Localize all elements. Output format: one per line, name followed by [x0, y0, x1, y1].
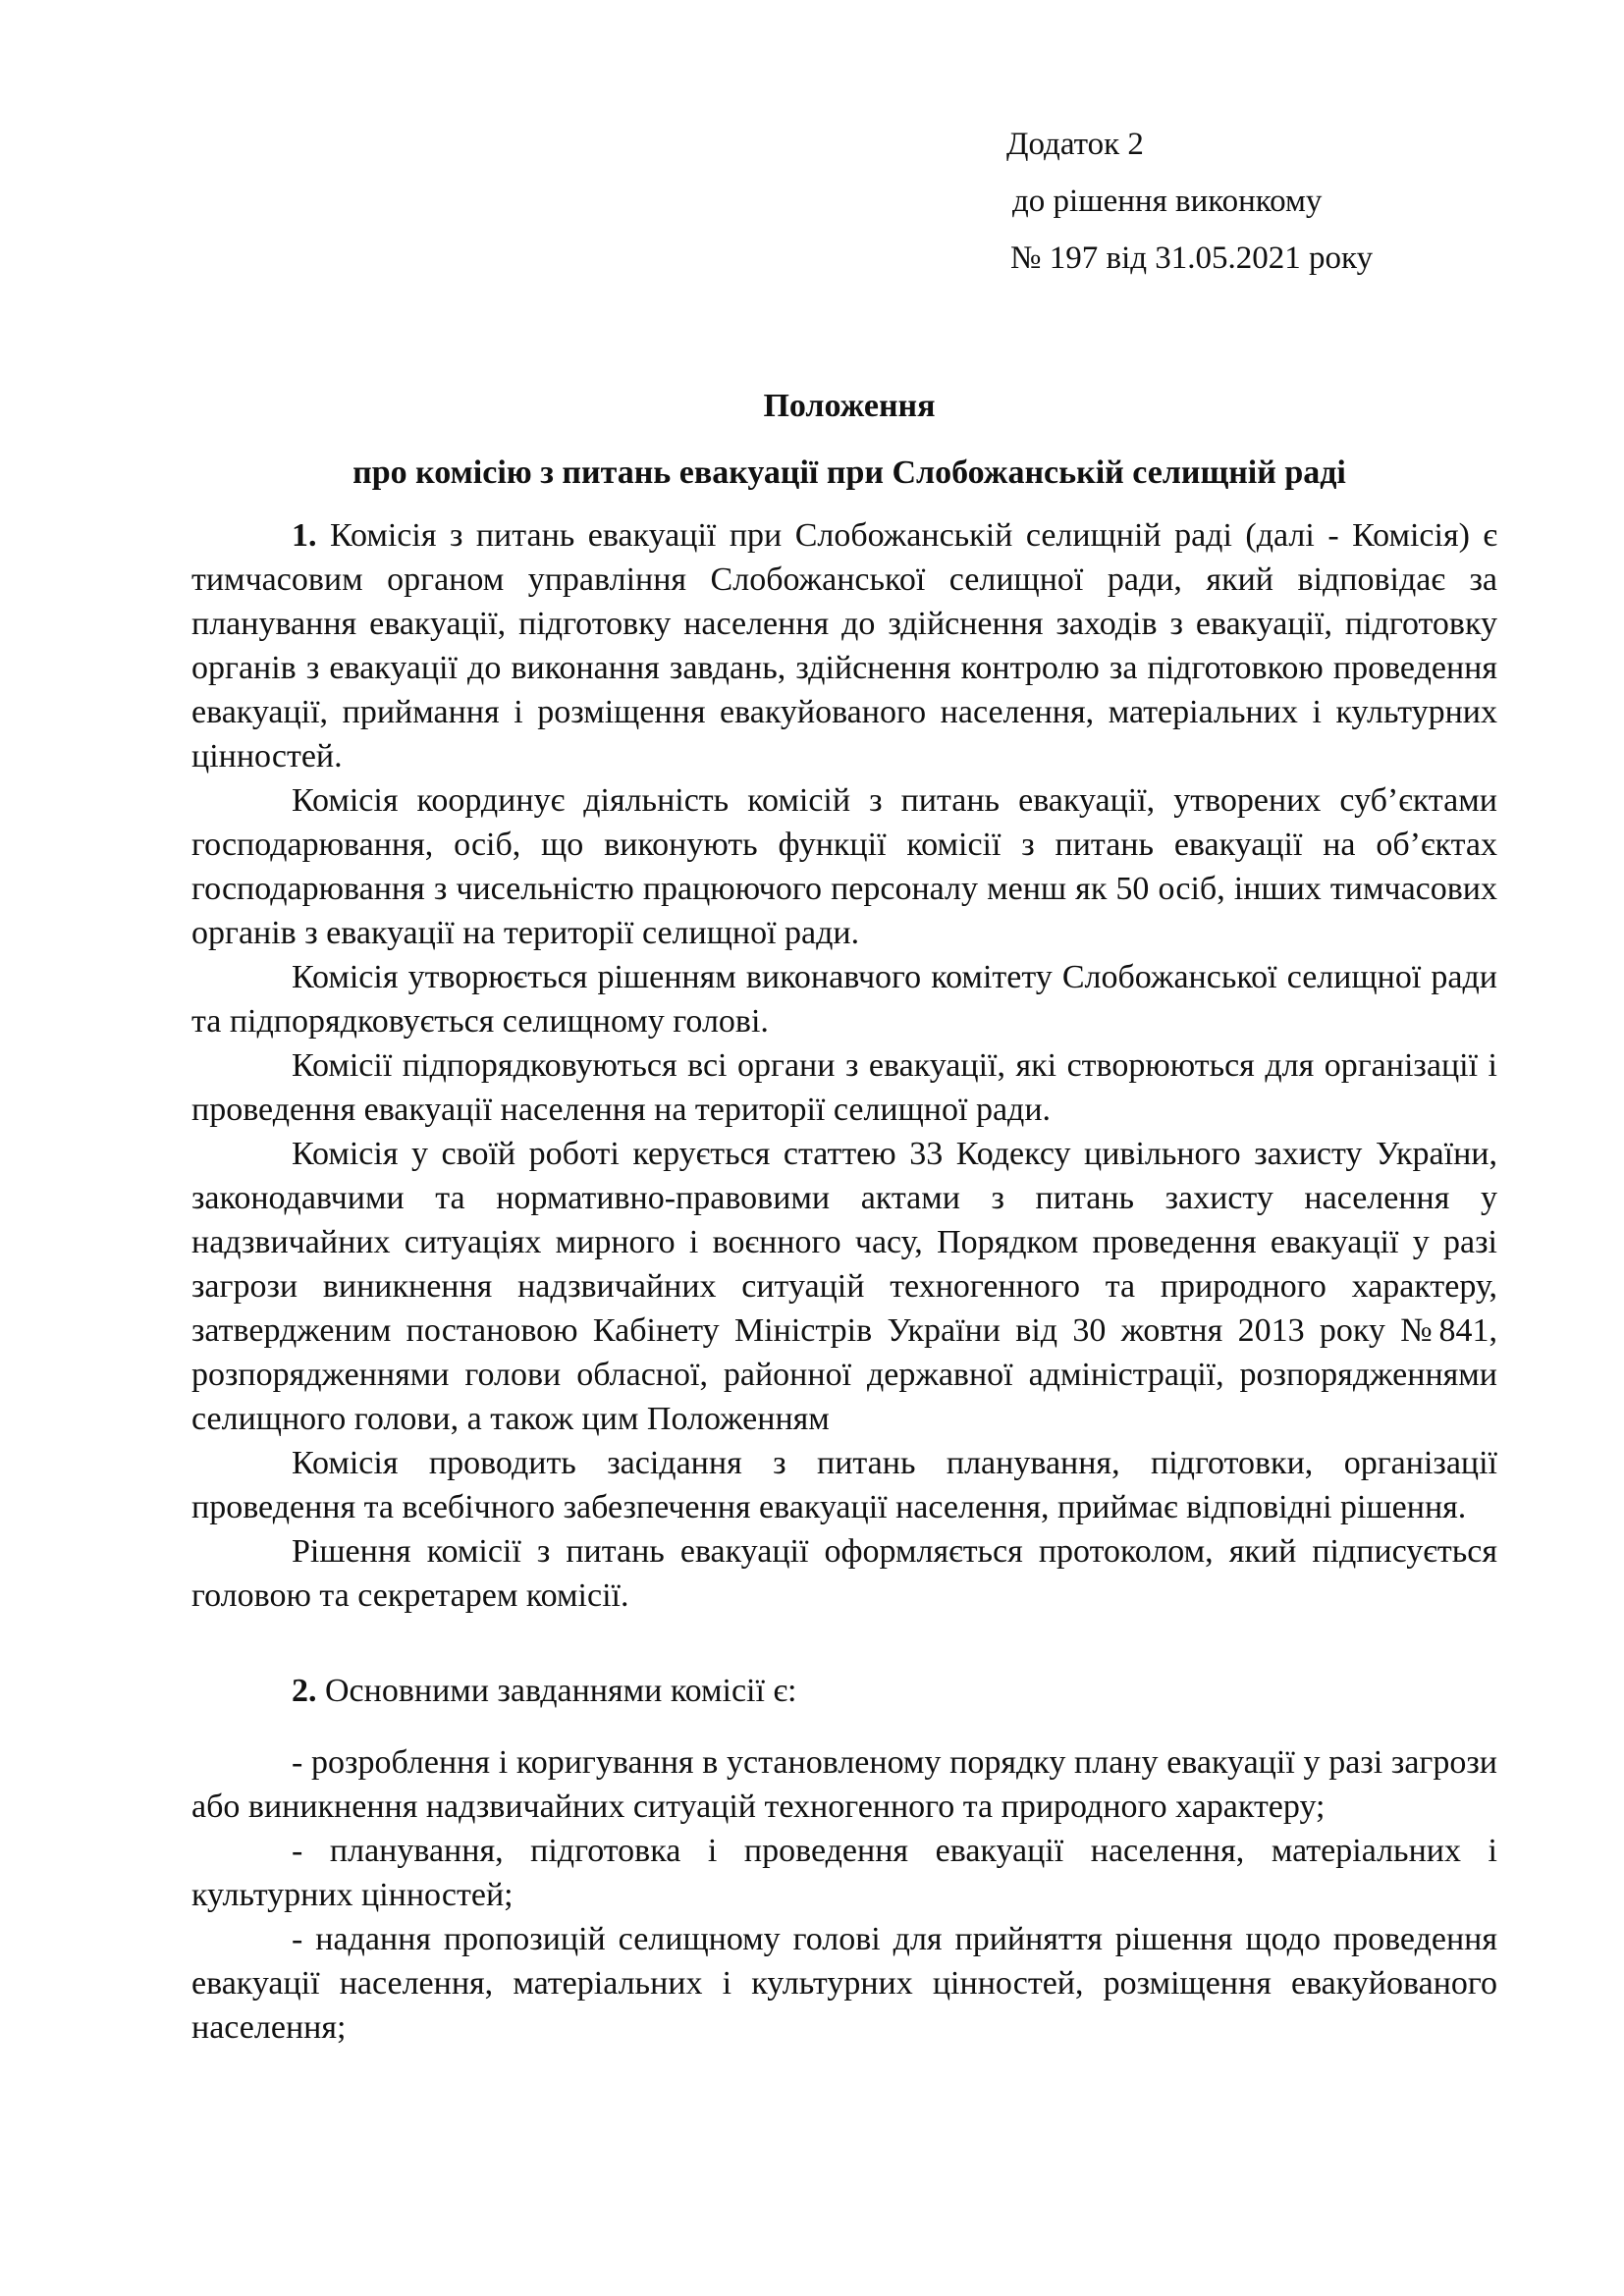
document-subtitle: про комісію з питань евакуації при Слобожанській селищній раді: [352, 454, 1346, 491]
appendix-line-1: Додаток 2: [1006, 127, 1144, 162]
section-2-heading: [191, 1669, 1497, 1713]
document-body: [191, 513, 1497, 2050]
document-title: Положення: [763, 388, 936, 424]
section-1-paragraph: Комісія проводить засідання з питань планування, підготовки, організації проведення та всебічного забезпечення евакуації населення, приймає відповідні рішення.: [191, 1445, 1497, 1525]
task-item: - надання пропозицій селищному голові для прийняття рішення щодо проведення евакуації населення, матеріальних і культурних цінностей, розміщення евакуйованого населення;: [191, 1921, 1497, 2046]
appendix-block: [1006, 116, 1373, 287]
section-1-paragraph: Рішення комісії з питань евакуації оформляється протоколом, який підписується головою та секретарем комісії.: [191, 1533, 1497, 1614]
section-2-heading-text: Основними завданнями комісії є:: [325, 1673, 797, 1709]
section-1-number: 1.: [292, 517, 317, 554]
section-1-paragraph: [191, 513, 1497, 778]
section-2-number: 2.: [292, 1673, 317, 1709]
section-1-paragraph: Комісії підпорядковуються всі органи з евакуації, які створюються для організації і проведення евакуації населення на території селищної ради.: [191, 1047, 1497, 1128]
appendix-line-2: до рішення виконкому: [1012, 184, 1323, 219]
task-item: - планування, підготовка і проведення евакуації населення, матеріальних і культурних цінностей;: [191, 1833, 1497, 1913]
section-1-text: Комісія з питань евакуації при Слобожанській селищній раді (далі - Комісія) є тимчасовим органом управління Слобожанської селищної ради, який відповідає за планування евакуації, підготовку населення до здійснення заходів з евакуації, підготовку органів з евакуації до виконання завдань, здійснення контролю за підготовкою проведення евакуації, приймання і розміщення евакуйованого населення, матеріальних і культурних цінностей.: [191, 517, 1497, 774]
section-1-paragraph: Комісія утворюється рішенням виконавчого комітету Слобожанської селищної ради та підпорядковується селищному голові.: [191, 959, 1497, 1040]
section-1-paragraph: Комісія у своїй роботі керується статтею 33 Кодексу цивільного захисту України, законодавчими та нормативно-правовими актами з питань захисту населення у надзвичайних ситуаціях мирного і воєнного часу, Порядком проведення евакуації у разі загрози виникнення надзвичайних ситуацій техногенного та природного характеру, затвердженим постановою Кабінету Міністрів України від 30 жовтня 2013 року №841, розпорядженнями голови обласної, районної державної адміністрації, розпорядженнями селищного голови, а також цим Положенням: [191, 1136, 1497, 1437]
appendix-line-3: № 197 від 31.05.2021 року: [1010, 240, 1374, 276]
task-item: - розроблення і коригування в установленому порядку плану евакуації у разі загрози або виникнення надзвичайних ситуацій техногенного та природного характеру;: [191, 1744, 1497, 1825]
section-1-paragraph: Комісія координує діяльність комісій з питань евакуації, утворених суб’єктами господарювання, осіб, що виконують функції комісії з питань евакуації на об’єктах господарювання з чисельністю працюючого персоналу менш як 50 осіб, інших тимчасових органів з евакуації на території селищної ради.: [191, 782, 1497, 951]
